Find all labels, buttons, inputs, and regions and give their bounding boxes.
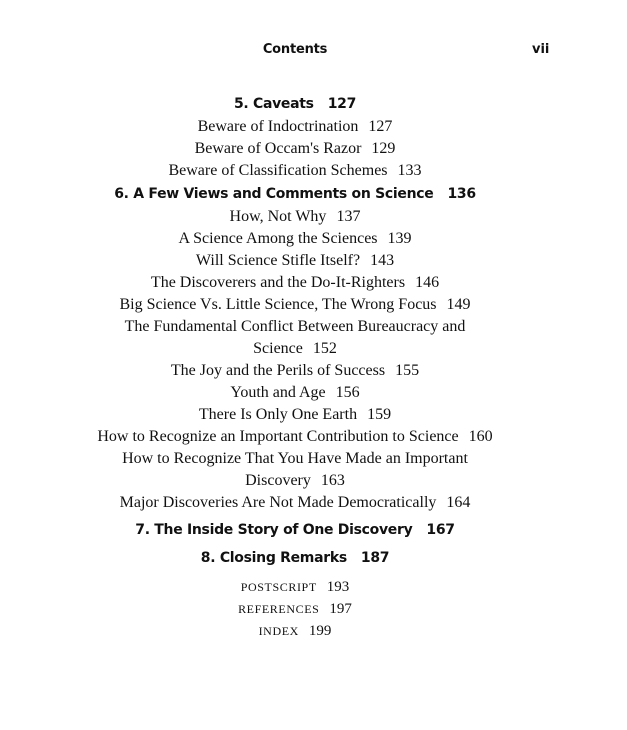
- chapter-page: 187: [360, 550, 390, 566]
- section-title: How to Recognize an Important Contribution to Science: [97, 428, 459, 445]
- toc-chapter-7: [0, 518, 590, 542]
- running-head-title: Contents: [262, 42, 328, 57]
- section-page: 133: [397, 162, 422, 179]
- section-title: Beware of Occam's Razor: [194, 140, 362, 157]
- section-title-continuation: Discovery: [245, 472, 311, 489]
- toc-section: [0, 250, 590, 272]
- toc-section: [0, 492, 590, 514]
- toc-back-matter-postscript: [0, 576, 590, 598]
- section-page: 137: [336, 208, 361, 225]
- section-page: 146: [415, 274, 440, 291]
- back-matter-page: 199: [308, 623, 332, 639]
- chapter-page: 127: [327, 96, 357, 112]
- section-title: How, Not Why: [229, 208, 327, 225]
- toc-section: [0, 382, 590, 404]
- toc-chapter-8: [0, 546, 590, 570]
- chapter-page: 167: [426, 522, 455, 538]
- back-matter-page: 197: [329, 601, 352, 617]
- section-title: There Is Only One Earth: [198, 406, 358, 423]
- section-page: 143: [370, 252, 395, 269]
- toc-section-continuation: [0, 338, 590, 360]
- section-page: 127: [368, 118, 393, 135]
- section-title: Youth and Age: [230, 384, 326, 401]
- chapter-title: 5. Caveats: [233, 96, 314, 112]
- section-title: Beware of Indoctrination: [197, 118, 359, 135]
- section-page: 152: [312, 340, 337, 357]
- toc-section-continuation: [0, 470, 590, 492]
- section-title: Will Science Stifle Itself?: [195, 252, 361, 269]
- toc-section: [0, 448, 590, 470]
- section-title: The Joy and the Perils of Success: [170, 362, 386, 379]
- section-page: 129: [371, 140, 396, 157]
- section-title-continuation: Science: [253, 340, 303, 357]
- toc-section: [0, 426, 590, 448]
- chapter-title: 6. A Few Views and Comments on Science: [114, 186, 434, 202]
- page-number: vii: [532, 42, 550, 57]
- toc-section: [0, 160, 590, 182]
- back-matter-page: 193: [326, 579, 350, 595]
- section-title: The Fundamental Conflict Between Bureaucracy and: [124, 318, 466, 335]
- toc-section: [0, 272, 590, 294]
- section-page: 156: [335, 384, 360, 401]
- toc-back-matter-references: [0, 598, 590, 620]
- back-matter-label: INDEX: [258, 624, 299, 638]
- section-title: Big Science Vs. Little Science, The Wrong Focus: [119, 296, 437, 313]
- section-title: A Science Among the Sciences: [178, 230, 378, 247]
- section-title: Major Discoveries Are Not Made Democratically: [119, 494, 437, 511]
- toc-back-matter-index: [0, 620, 590, 642]
- chapter-page: 136: [447, 186, 476, 202]
- toc-section: [0, 404, 590, 426]
- toc-section: [0, 228, 590, 250]
- section-page: 164: [446, 494, 471, 511]
- section-title: How to Recognize That You Have Made an Important: [122, 450, 468, 467]
- toc-chapter-6: [0, 182, 590, 206]
- chapter-title: 8. Closing Remarks: [200, 550, 347, 566]
- section-title: The Discoverers and the Do-It-Righters: [150, 274, 406, 291]
- section-page: 163: [320, 472, 345, 489]
- section-page: 159: [367, 406, 392, 423]
- toc-section: [0, 316, 590, 338]
- toc-section: [0, 116, 590, 138]
- running-head: [0, 42, 627, 64]
- section-page: 155: [395, 362, 420, 379]
- toc-section: [0, 360, 590, 382]
- section-page: 149: [446, 296, 471, 313]
- toc-section: [0, 206, 590, 228]
- toc-chapter-5: [0, 92, 590, 116]
- section-page: 160: [468, 428, 493, 445]
- back-matter-label: REFERENCES: [238, 602, 320, 616]
- toc-section: [0, 138, 590, 160]
- section-title: Beware of Classification Schemes: [168, 162, 388, 179]
- section-page: 139: [387, 230, 412, 247]
- table-of-contents: [0, 92, 590, 642]
- back-matter-label: POSTSCRIPT: [240, 580, 317, 594]
- toc-section: [0, 294, 590, 316]
- chapter-title: 7. The Inside Story of One Discovery: [135, 522, 413, 538]
